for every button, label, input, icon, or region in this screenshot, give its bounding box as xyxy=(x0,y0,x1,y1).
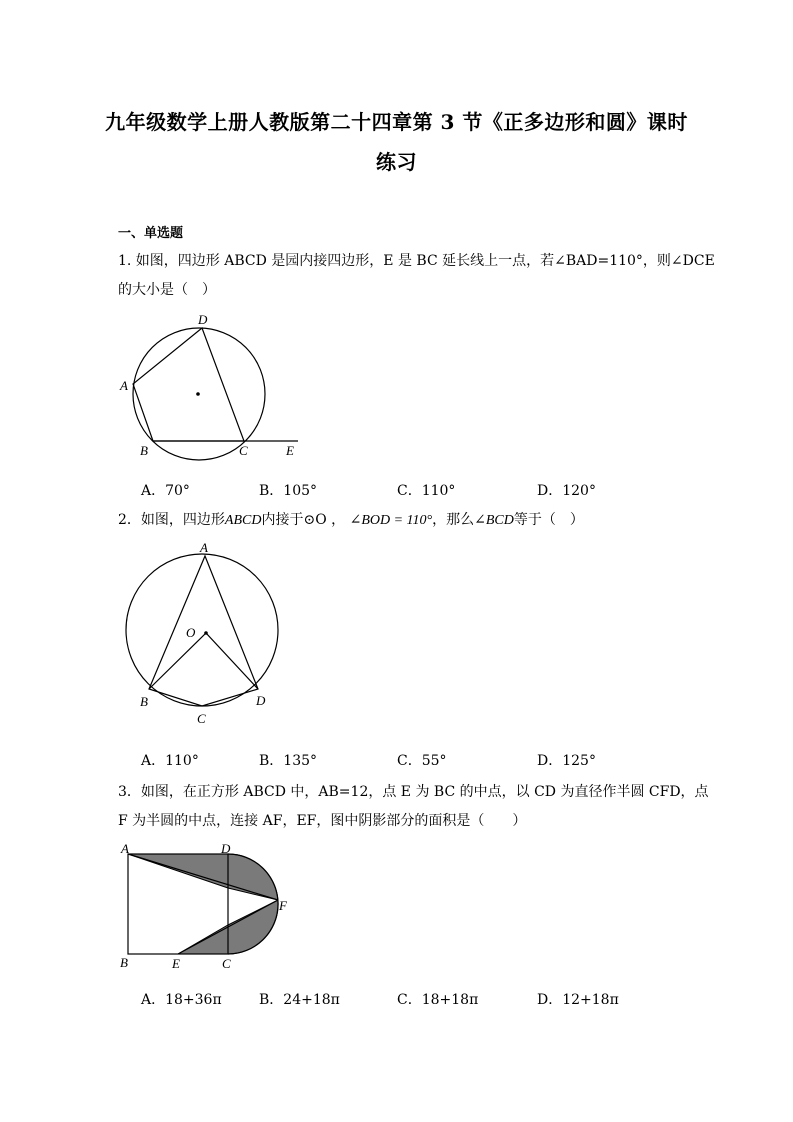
q3-label-a: A xyxy=(121,841,129,856)
q2-label-b: B xyxy=(140,694,148,709)
q3-figure xyxy=(115,840,305,975)
document-title-line2: 练习 xyxy=(376,150,417,174)
q2-mid1: 内接于⊙O ， xyxy=(261,512,346,528)
q1-option-c[interactable]: C．110° xyxy=(397,483,456,499)
q1-option-b[interactable]: B．105° xyxy=(259,483,318,499)
q2-center-dot xyxy=(204,631,208,635)
q3-text-line1: 3．如图，在正方形 ABCD 中，AB=12，点 E 为 BC 的中点，以 CD 为直径作半圆 CFD，点 xyxy=(118,784,709,800)
q2-angle-ask: ∠BCD xyxy=(474,513,514,528)
q3-option-a[interactable]: A．18+36π xyxy=(141,992,222,1008)
q1-quadrilateral xyxy=(133,328,244,441)
q2-option-c[interactable]: C．55° xyxy=(397,753,447,769)
q3-label-c: C xyxy=(222,956,231,971)
q2-option-a[interactable]: A．110° xyxy=(141,753,199,769)
q2-suffix: 等于（ ） xyxy=(513,512,584,528)
q1-label-d: D xyxy=(198,312,208,327)
q3-label-d: D xyxy=(221,841,231,856)
q3-text-line2: F 为半圆的中点，连接 AF，EF，图中阴影部分的面积是（ ） xyxy=(118,813,527,829)
q1-label-b: B xyxy=(140,443,148,458)
q1-text-line2: 的大小是（ ） xyxy=(118,282,216,298)
q1-label-c: C xyxy=(239,443,248,458)
q2-option-d[interactable]: D．125° xyxy=(537,753,596,769)
q3-label-e: E xyxy=(172,956,180,971)
q2-mid2: ，那么 xyxy=(432,512,475,528)
q2-figure xyxy=(118,540,288,730)
q1-label-e: E xyxy=(286,443,294,458)
document-title-line1: 九年级数学上册人教版第二十四章第 3 节《正多边形和圆》课时 xyxy=(105,110,688,134)
q1-option-d[interactable]: D．120° xyxy=(537,483,596,499)
q2-label-c: C xyxy=(197,711,206,726)
q2-quad: ABCD xyxy=(224,513,262,528)
q1-option-a[interactable]: A．70° xyxy=(141,483,190,499)
q2-label-d: D xyxy=(256,693,266,708)
q3-label-b: B xyxy=(120,955,128,970)
q3-option-b[interactable]: B．24+18π xyxy=(259,992,340,1008)
q2-option-b[interactable]: B．135° xyxy=(259,753,318,769)
q1-figure xyxy=(110,308,310,468)
q2-text xyxy=(118,509,584,529)
q2-label-a: A xyxy=(200,540,208,555)
q3-label-f: F xyxy=(279,898,287,913)
q2-label-o: O xyxy=(186,625,196,640)
q1-center-dot xyxy=(196,392,200,396)
q1-label-a: A xyxy=(120,378,128,393)
q3-option-d[interactable]: D．12+18π xyxy=(537,992,619,1008)
q1-text-line1: 1. 如图，四边形 ABCD 是园内接四边形，E 是 BC 延长线上一点，若∠BAD=110°，则∠DCE xyxy=(118,253,715,269)
q3-option-c[interactable]: C．18+18π xyxy=(397,992,479,1008)
q2-radii-ob-od xyxy=(149,633,258,689)
q2-angle-given: ∠BOD = 110° xyxy=(349,513,433,528)
q2-quadrilateral xyxy=(149,556,258,706)
q2-prefix: 2．如图，四边形 xyxy=(118,512,225,528)
section-heading: 一、单选题 xyxy=(118,226,184,241)
